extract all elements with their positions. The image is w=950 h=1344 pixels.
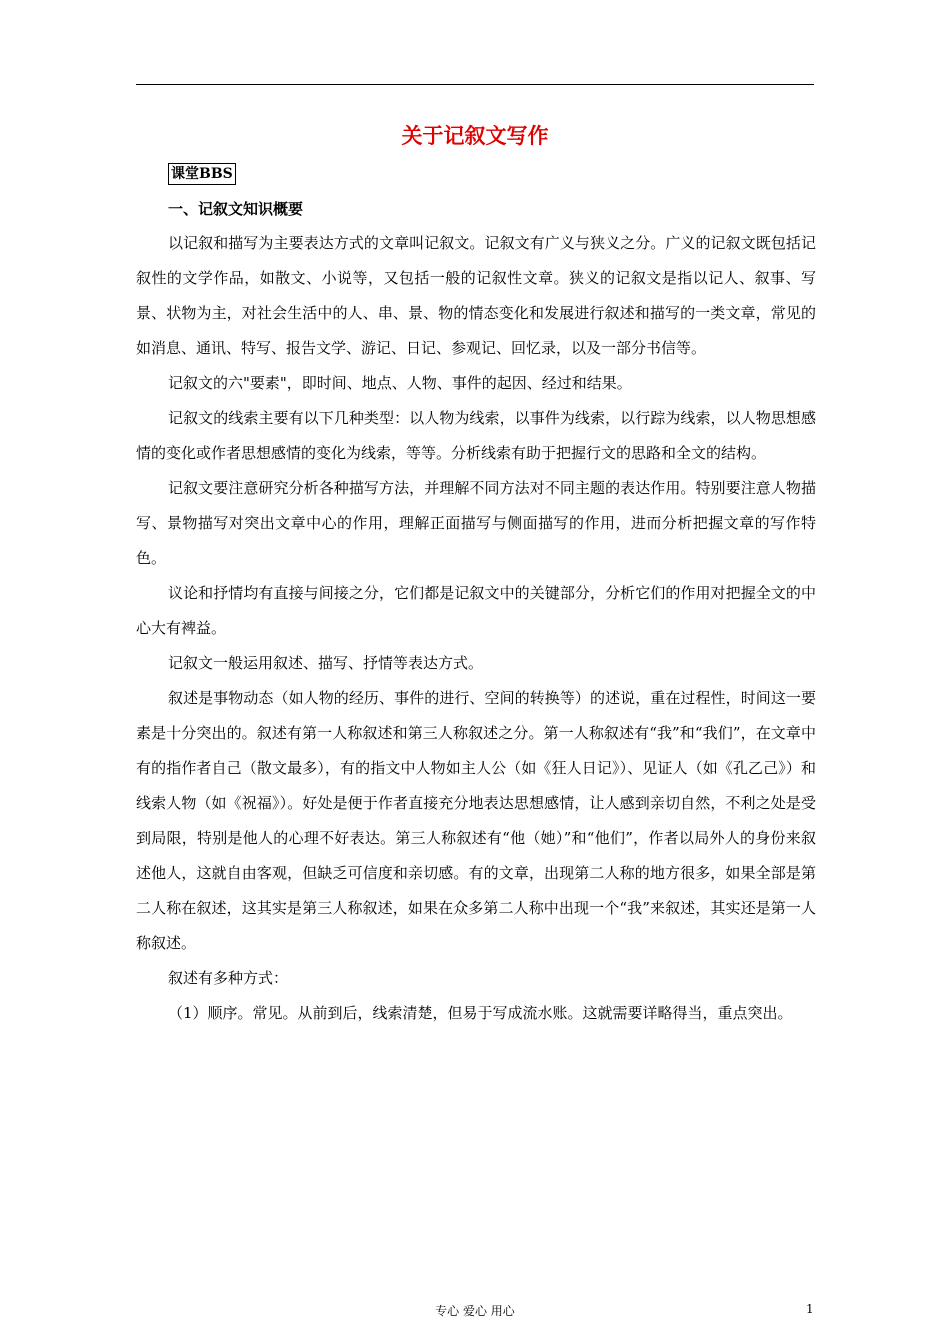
body-text xyxy=(136,226,816,1031)
section-tag: 课堂BBS xyxy=(168,163,236,185)
paragraph-narration: 叙述是事物动态（如人物的经历、事件的进行、空间的转换等）的述说，重在过程性，时间这一要素是十分突出的。叙述有第一人称叙述和第三人称叙述之分。第一人称叙述有“我”和“我们”，在文章中有的指作者自己（散文最多），有的指文中人物如主人公（如《狂人日记》）、见证人（如《孔乙己》）和线索人物（如《祝福》）。好处是便于作者直接充分地表达思想感情，让人感到亲切自然，不利之处是受到局限，特别是他人的心理不好表达。第三人称叙述有“他（她）”和“他们”，作者以局外人的身份来叙述他人，这就自由客观，但缺乏可信度和亲切感。有的文章，出现第二人称的地方很多，如果全部是第二人称在叙述，这其实是第三人称叙述，如果在众多第二人称中出现一个“我”来叙述，其实还是第一人称叙述。 xyxy=(136,689,816,952)
paragraph-discussion: 议论和抒情均有直接与间接之分，它们都是记叙文中的关键部分，分析它们的作用对把握全文的中心大有裨益。 xyxy=(136,584,816,637)
paragraph-definition: 以记叙和描写为主要表达方式的文章叫记叙文。记叙文有广义与狭义之分。广义的记叙文既包括记叙性的文学作品，如散文、小说等，又包括一般的记叙性文章。狭义的记叙文是指以记人、叙事、写景、状物为主，对社会生活中的人、串、景、物的情态变化和发展进行叙述和描写的一类文章，常见的如消息、通讯、特写、报告文学、游记、日记、参观记、回忆录，以及一部分书信等。 xyxy=(136,234,816,357)
footer-motto: 专心 爱心 用心 xyxy=(435,1304,515,1318)
section-heading: 一、记叙文知识概要 xyxy=(168,200,304,218)
paragraph-narration-modes: 叙述有多种方式： xyxy=(168,969,289,987)
paragraph-expression: 记叙文一般运用叙述、描写、抒情等表达方式。 xyxy=(168,654,484,672)
paragraph-clues: 记叙文的线索主要有以下几种类型：以人物为线索，以事件为线索，以行踪为线索，以人物思想感情的变化或作者思想感情的变化为线索，等等。分析线索有助于把握行文的思路和全文的结构。 xyxy=(136,409,816,462)
header-rule xyxy=(136,84,814,85)
page-number: 1 xyxy=(806,1302,814,1316)
paragraph-description: 记叙文要注意研究分析各种描写方法，并理解不同方法对不同主题的表达作用。特别要注意人物描写、景物描写对突出文章中心的作用，理解正面描写与侧面描写的作用，进而分析把握文章的写作特色。 xyxy=(136,479,816,567)
page-title: 关于记叙文写作 xyxy=(401,124,549,148)
paragraph-chronological: （1）顺序。常见。从前到后，线索清楚，但易于写成流水账。这就需要详略得当，重点突出。 xyxy=(168,1004,793,1022)
paragraph-elements: 记叙文的六"要素"，即时间、地点、人物、事件的起因、经过和结果。 xyxy=(168,374,632,392)
